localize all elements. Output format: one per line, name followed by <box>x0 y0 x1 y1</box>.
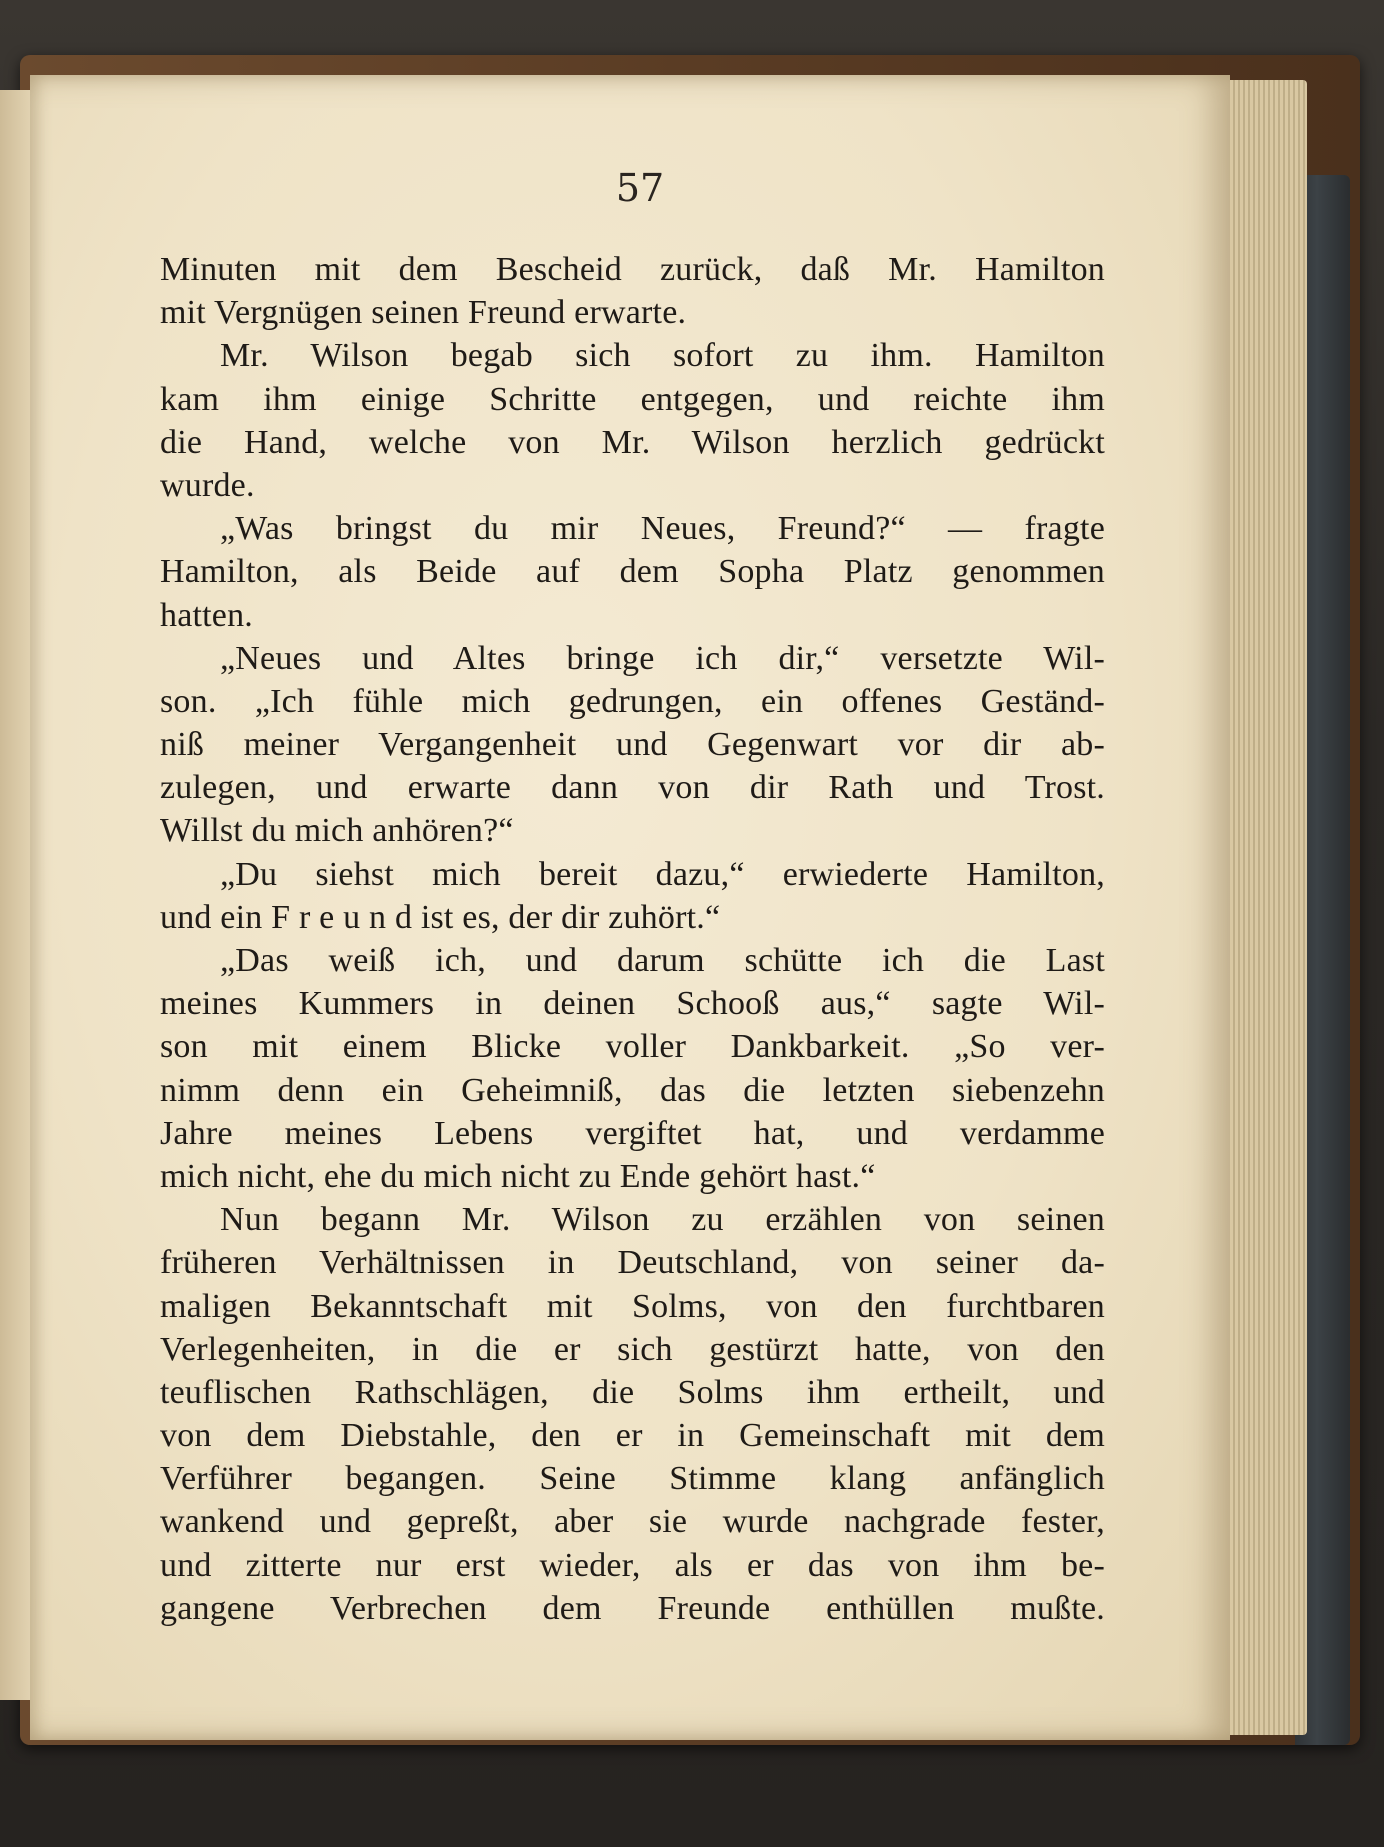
text-line: von dem Diebstahle, den er in Gemeinschaft mit dem <box>160 1417 1105 1455</box>
text-line: zulegen, und erwarte dann von dir Rath und Trost. <box>160 769 1105 807</box>
text-line: die Hand, welche von Mr. Wilson herzlich gedrückt <box>160 423 1105 461</box>
text-line: mich nicht, ehe du mich nicht zu Ende gehört hast.“ <box>160 1157 876 1195</box>
text-line: und zitterte nur erst wieder, als er das von ihm be- <box>160 1546 1105 1584</box>
text-line: Verlegenheiten, in die er sich gestürzt hatte, von den <box>160 1330 1105 1368</box>
text-line: wankend und gepreßt, aber sie wurde nachgrade fester, <box>160 1503 1105 1541</box>
text-line: und ein F r e u n d ist es, der dir zuhört.“ <box>160 898 721 936</box>
text-line: „Das weiß ich, und darum schütte ich die Last <box>220 942 1105 979</box>
text-line: son mit einem Blicke voller Dankbarkeit. „So ver- <box>160 1028 1105 1066</box>
text-line: Jahre meines Lebens vergiftet hat, und verdamme <box>160 1114 1105 1152</box>
text-line: „Neues und Altes bringe ich dir,“ versetzte Wil- <box>220 639 1105 677</box>
text-line: Nun begann Mr. Wilson zu erzählen von seinen <box>220 1201 1105 1239</box>
text-line: Minuten mit dem Bescheid zurück, daß Mr. Hamilton <box>160 251 1105 288</box>
text-line: meines Kummers in deinen Schooß aus,“ sagte Wil- <box>160 985 1105 1023</box>
text-line: Mr. Wilson begab sich sofort zu ihm. Hamilton <box>220 337 1105 375</box>
text-line: son. „Ich fühle mich gedrungen, ein offenes Geständ- <box>160 682 1105 720</box>
text-line: wurde. <box>160 466 255 504</box>
text-line: maligen Bekanntschaft mit Solms, von den furchtbaren <box>160 1287 1105 1325</box>
page-number: 57 <box>615 166 665 210</box>
text-line: hatten. <box>160 596 253 634</box>
page-text <box>160 248 1105 1630</box>
text-line: „Du siehst mich bereit dazu,“ erwiederte Hamilton, <box>220 855 1105 893</box>
text-line: kam ihm einige Schritte entgegen, und reichte ihm <box>160 380 1105 418</box>
text-line: nimm denn ein Geheimniß, das die letzten siebenzehn <box>160 1071 1105 1109</box>
text-line: Verführer begangen. Seine Stimme klang anfänglich <box>160 1460 1105 1498</box>
text-line: mit Vergnügen seinen Freund erwarte. <box>160 294 687 332</box>
facing-page-edge <box>0 90 34 1700</box>
text-line: gangene Verbrechen dem Freunde enthüllen mußte. <box>160 1589 1105 1627</box>
text-line: früheren Verhältnissen in Deutschland, von seiner da- <box>160 1244 1105 1282</box>
text-line: „Was bringst du mir Neues, Freund?“ — fragte <box>220 510 1105 548</box>
text-line: teuflischen Rathschlägen, die Solms ihm ertheilt, und <box>160 1373 1105 1411</box>
text-line: Hamilton, als Beide auf dem Sopha Platz genommen <box>160 553 1105 591</box>
text-line: Willst du mich anhören?“ <box>160 812 514 850</box>
text-line: niß meiner Vergangenheit und Gegenwart vor dir ab- <box>160 726 1105 764</box>
